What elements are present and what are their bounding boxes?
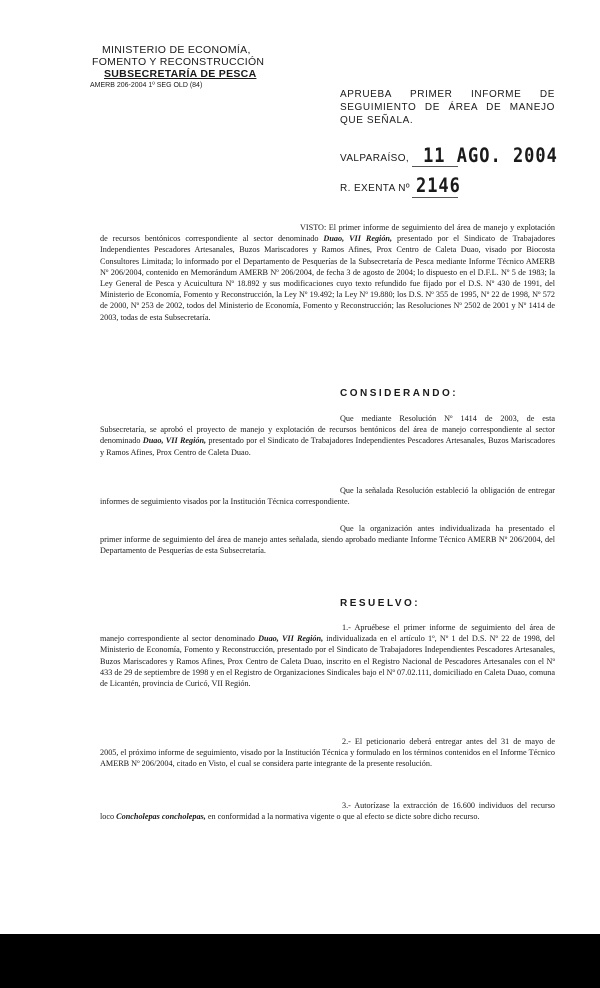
resuelvo-3-rest: en conformidad a la normativa vigente o que al efecto se dicte sobre dicho recurso.: [207, 812, 480, 822]
date-underline: [412, 166, 458, 167]
resolution-subject: APRUEBA PRIMER INFORME DE SEGUIMIENTO DE ÁREA DE MANEJO QUE SEÑALA.: [340, 89, 555, 126]
date-stamp: 11 AGO. 2004: [423, 144, 558, 168]
resolution-number-line: [340, 176, 461, 196]
resuelvo-item-2: 2.- El peticionario deberá entregar antes del 31 de mayo de 2005, el próximo informe de seguimiento, visado por la Institución Técnica y formulado en los términos contenidos en el Informe Técnico AMERB Nº 206/2004, citado en Visto, el cual se considera parte integrante de la presente resolución.: [100, 737, 555, 769]
resuelvo-heading: RESUELVO:: [340, 598, 421, 609]
considerando-paragraph-2: Que la señalada Resolución estableció la obligación de entregar informes de seguimiento visados por la Institución Técnica correspondiente.: [100, 486, 555, 507]
reference-code: AMERB 206-2004 1º SEG OLD (84): [90, 82, 203, 89]
place-label: VALPARAÍSO,: [340, 153, 410, 164]
visto-paragraph: [100, 222, 555, 323]
resuelvo-item-3: [100, 800, 555, 822]
considerando-1-sector: Duao, VII Región,: [142, 436, 207, 446]
subsecretaria-name: SUBSECRETARÍA DE PESCA: [104, 68, 257, 80]
considerando-1-lead: Que mediante Resolución Nº 1414 de 2003, de esta Subsecretaría, se aprobó el proyecto de manejo y explotación de recursos bentónicos del área de manejo correspondiente al sector denominado: [100, 414, 555, 446]
resuelvo-1-lead: 1.- Apruébese el primer informe de seguimiento del área de manejo correspondiente al sector denominado: [100, 623, 555, 644]
visto-rest: presentado por el Sindicato de Trabajadores Independientes Pescadores Artesanales, Buzos Mariscadores y Ramos Afines, Prox Centro de Caleta Duao, visado por Biocosta Consultores Limitada; lo informado por el Departamento de Pesquerías de la Subsecretaría de Pesca mediante Informe Técnico AMERB Nº 206/2004, contenido en Memorándum AMERB Nº 206/2004, de fecha 3 de agosto de 2004; lo dispuesto en el D.F.L. Nº 5 de 1983; la Ley General de Pesca y Acuicultura Nº 18.892 y sus modificaciones cuyo texto refundido fue fijado por el D.S. Nº 430 de 1991, del Ministerio de Economía, Fomento y Reconstrucción, la Ley Nº 19.492; la Ley Nº 19.880; los D.S. Nº 355 de 1995, Nº 22 de 1998, Nº 572 de 2000, Nº 253 de 2002, todos del Ministerio de Economía, Fomento y Reconstrucción; las Resoluciones Nº 2502 de 2001 y Nº 1414 de 2003, todas de esta Subsecretaría.: [100, 234, 556, 322]
date-line: [340, 146, 558, 166]
ministry-name: MINISTERIO DE ECONOMÍA,: [102, 44, 251, 56]
considerando-paragraph-3: Que la organización antes individualizada ha presentado el primer informe de seguimiento del área de manejo antes señalada, siendo aprobado mediante Informe Técnico AMERB Nº 206/2004, del Departamento de Pesquerías de esta Subsecretaría.: [100, 524, 555, 556]
visto-lead: VISTO: El primer informe de seguimiento del área de manejo y explotación de recursos bentónicos correspondiente al sector denominado: [100, 223, 555, 244]
scan-bottom-border: [0, 934, 600, 988]
resuelvo-1-sector: Duao, VII Región,: [258, 634, 324, 644]
resuelvo-3-lead: 3.- Autorízase la extracción de 16.600 individuos del recurso loco: [100, 801, 555, 822]
considerando-heading: CONSIDERANDO:: [340, 388, 459, 399]
ministry-subtitle: FOMENTO Y RECONSTRUCCIÓN: [92, 56, 265, 68]
resuelvo-item-1: [100, 622, 555, 689]
resuelvo-3-species: Concholepas concholepas,: [116, 812, 206, 822]
considerando-paragraph-1: [100, 413, 555, 458]
considerando-1-rest: presentado por el Sindicato de Trabajadores Independientes Pescadores Artesanales, Buzos Mariscadores y Ramos Afines, Prox Centro de Caleta Duao.: [100, 436, 556, 457]
resuelvo-1-rest: individualizada en el artículo 1º, Nº 1 del D.S. Nº 22 de 1998, del Ministerio de Economía, Fomento y Reconstrucción, presentado por el Sindicato de Trabajadores Independientes Pescadores Artesanales, Buzos Mariscadores y Ramos Afines, Prox Centro de Caleta Duao, inscrito en el Registro Nacional de Pescadores Artesanales con el Nº 433 de 29 de septiembre de 1998 y en el Registro de Organizaciones Sindicales bajo el Nº 07.02.111, domiciliado en Caleta Duao, comuna de Licantén, provincia de Curicó, VII Región.: [100, 634, 555, 689]
visto-sector: Duao, VII Región,: [323, 234, 393, 244]
resolution-number: 2146: [415, 174, 461, 198]
resolution-underline: [412, 197, 458, 198]
resolution-label: R. EXENTA Nº: [340, 183, 410, 194]
